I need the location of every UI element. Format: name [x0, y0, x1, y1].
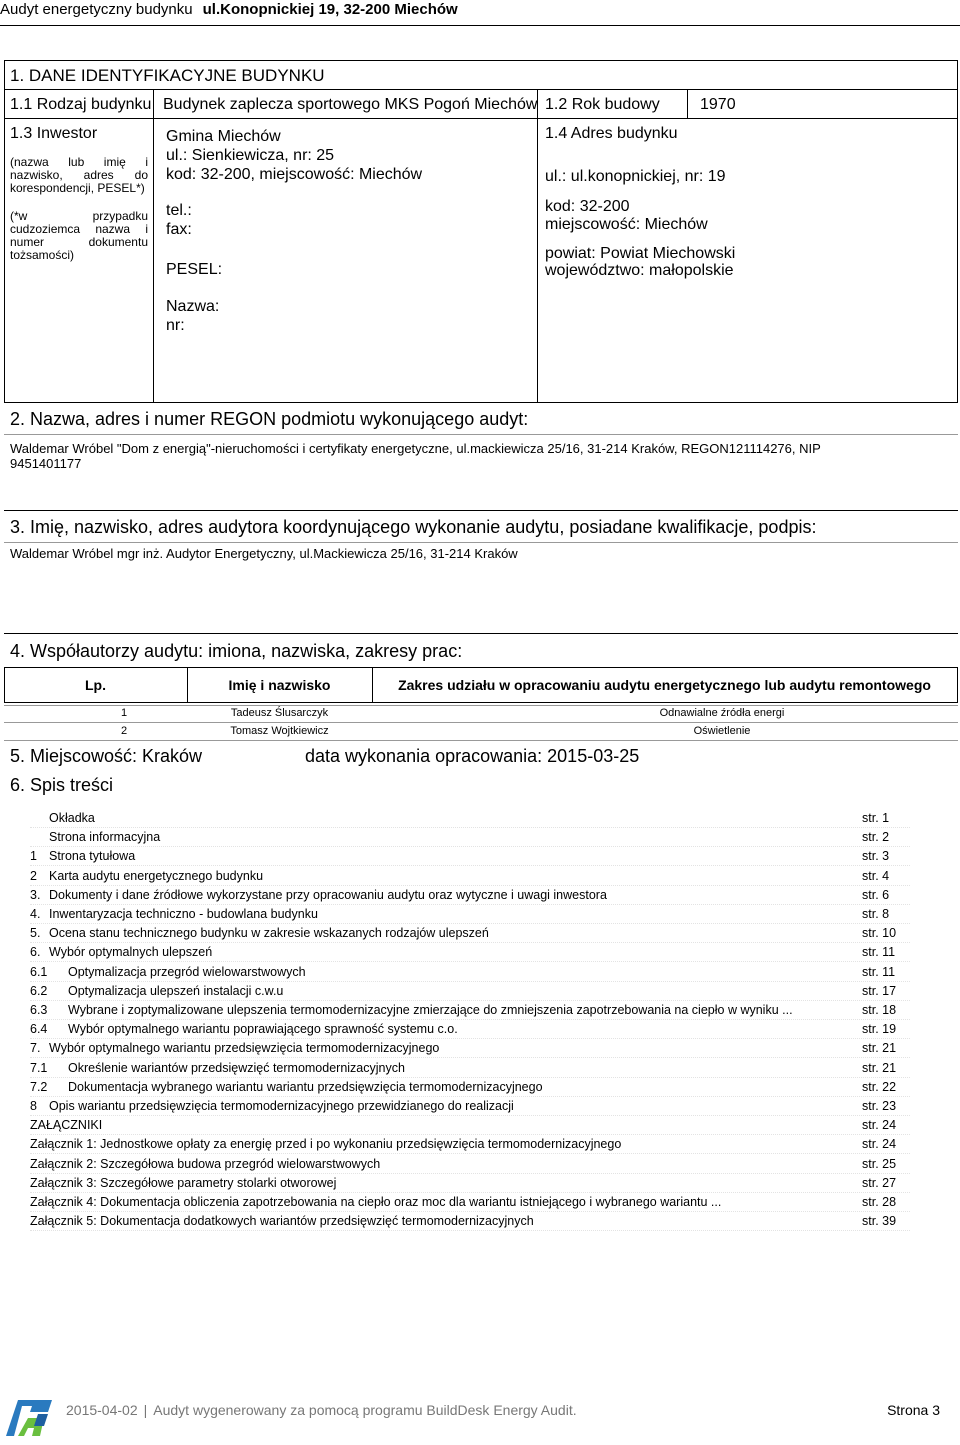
table-border-top — [4, 60, 958, 61]
table-header-top — [4, 667, 958, 668]
completion-date: data wykonania opracowania: 2015-03-25 — [305, 746, 640, 766]
toc-page: str. 2 — [862, 830, 890, 845]
toc-number: 7.2 — [30, 1079, 48, 1094]
toc-row — [30, 1097, 910, 1116]
toc-row — [30, 1078, 910, 1097]
toc-row — [30, 963, 910, 982]
toc-row — [30, 1020, 910, 1039]
toc-row — [30, 847, 910, 866]
investor-city: kod: 32-200, miejscowość: Miechów — [166, 166, 423, 183]
toc-row — [30, 809, 910, 828]
divider — [4, 702, 958, 703]
header-divider — [0, 25, 960, 26]
investor-tel: tel.: — [166, 202, 192, 219]
section1-heading: 1. DANE IDENTYFIKACYJNE BUDYNKU — [10, 66, 325, 85]
toc-label: Okładka — [49, 811, 95, 825]
toc-label: Inwentaryzacja techniczno - budowlana budynku — [49, 907, 318, 921]
build-year-label: 1.2 Rok budowy — [545, 96, 660, 113]
toc-label: Dokumentacja wybranego wariantu wariantu przedsięwzięcia termomodernizacyjnego — [68, 1079, 543, 1094]
toc-page: str. 25 — [862, 1156, 897, 1171]
toc-row — [30, 828, 910, 847]
toc-page: str. 8 — [862, 907, 890, 921]
investor-note: (nazwa lub imię i nazwisko, adres do korespondencji, PESEL*) — [10, 155, 148, 195]
toc-label: Wybór optymalnych ulepszeń — [49, 945, 213, 960]
toc-page: str. 11 — [862, 964, 896, 979]
toc-page: str. 24 — [862, 1118, 897, 1133]
toc-label: Optymalizacja przegród wielowarstwowych — [68, 964, 306, 979]
address-city: miejscowość: Miechów — [545, 216, 708, 233]
toc-number: 6.3 — [30, 1003, 48, 1017]
toc-page: str. 11 — [862, 945, 896, 960]
col-lp: Lp. — [85, 677, 106, 693]
investor-label: 1.3 Inwestor — [10, 125, 98, 142]
building-type-label: 1.1 Rodzaj budynku — [10, 96, 152, 113]
toc-row — [30, 982, 910, 1001]
toc-label: Strona informacyjna — [49, 830, 161, 845]
toc-page: str. 1 — [862, 811, 890, 825]
document-header — [0, 1, 458, 18]
toc-page: str. 4 — [862, 868, 890, 883]
toc-number: 3. — [30, 887, 41, 902]
address-voivodeship: województwo: małopolskie — [545, 262, 734, 279]
builddesk-logo — [4, 1396, 54, 1438]
divider — [4, 402, 958, 403]
divider — [153, 89, 154, 402]
divider — [4, 434, 958, 435]
toc-heading: 6. Spis treści — [10, 775, 114, 795]
section2-heading: 2. Nazwa, adres i numer REGON podmiotu wykonującego audyt: — [10, 409, 529, 429]
toc-label: Strona tytułowa — [49, 849, 136, 864]
toc-number: 6.2 — [30, 983, 48, 998]
address-label: 1.4 Adres budynku — [545, 125, 678, 142]
address-street: ul.: ul.konopnickiej, nr: 19 — [545, 168, 726, 185]
auditor-details: Waldemar Wróbel mgr inż. Audytor Energetyczny, ul.Mackiewicza 25/16, 31-214 Kraków — [10, 546, 518, 561]
address-code: kod: 32-200 — [545, 198, 630, 215]
page-number: Strona 3 — [887, 1402, 940, 1418]
toc-row — [30, 867, 910, 886]
toc-label: Wybrane i zoptymalizowane ulepszenia termomodernizacyjne zmierzające do zmniejszenia zapotrzebowania na ciepło w wyniku ... — [68, 1003, 793, 1017]
investor-fax: fax: — [166, 221, 192, 238]
toc-row — [30, 1116, 910, 1135]
investor-street: ul.: Sienkiewicza, nr: 25 — [166, 147, 335, 164]
toc-label: Wybór optymalnego wariantu poprawiającego sprawność systemu c.o. — [68, 1022, 458, 1037]
toc-page: str. 22 — [862, 1079, 897, 1094]
toc-page: str. 18 — [862, 1003, 897, 1017]
divider — [4, 740, 958, 741]
toc-page: str. 24 — [862, 1137, 897, 1152]
divider — [4, 542, 958, 543]
toc-label: ZAŁĄCZNIKI — [30, 1118, 103, 1133]
toc-number: 6. — [30, 945, 41, 960]
toc-row — [30, 905, 910, 924]
toc-row — [30, 1059, 910, 1078]
toc-number: 6.4 — [30, 1022, 48, 1037]
divider — [537, 89, 538, 402]
toc-number: 7.1 — [30, 1060, 48, 1075]
toc-page: str. 6 — [862, 887, 890, 902]
toc-row — [30, 1212, 910, 1231]
toc-page: str. 21 — [862, 1060, 897, 1075]
investor-pesel: PESEL: — [166, 261, 223, 278]
toc-row — [30, 1193, 910, 1212]
investor-doc-name: Nazwa: — [166, 298, 220, 315]
footer-date: 2015-04-02 — [66, 1402, 138, 1418]
toc-number: 4. — [30, 907, 41, 921]
coauthor-lp: 1 — [120, 707, 128, 719]
toc-number: 1 — [30, 849, 37, 864]
toc-label: Karta audytu energetycznego budynku — [49, 868, 264, 883]
toc-label: Optymalizacja ulepszeń instalacji c.w.u — [68, 983, 284, 998]
place: 5. Miejscowość: Kraków — [10, 746, 203, 766]
toc-page: str. 39 — [862, 1214, 897, 1229]
header-address: ul.Konopnickiej 19, 32-200 Miechów — [202, 1, 458, 18]
build-year-value: 1970 — [700, 96, 736, 113]
coauthor-scope: Oświetlenie — [693, 725, 751, 737]
toc-label: Załącznik 5: Dokumentacja dodatkowych wariantów przedsięwzięć termomodernizacyjnych — [30, 1214, 534, 1229]
toc-label: Załącznik 2: Szczegółowa budowa przegród wielowarstwowych — [30, 1156, 381, 1171]
toc-number: 7. — [30, 1041, 41, 1056]
toc-label: Opis wariantu przedsięwzięcia termomodernizacyjnego przewidzianego do realizacji — [49, 1099, 514, 1113]
toc-label: Załącznik 1: Jednostkowe opłaty za energię przed i po wykonaniu przedsięwzięcia termomodernizacyjnego — [30, 1137, 622, 1152]
col-scope: Zakres udziału w opracowaniu audytu energetycznego lub audytu remontowego — [398, 677, 931, 693]
divider — [4, 510, 958, 511]
toc-label: Dokumenty i dane źródłowe wykorzystane przy opracowaniu audytu oraz wytyczne i uwagi inwestora — [49, 887, 607, 902]
toc-label: Wybór optymalnego wariantu przedsięwzięcia termomodernizacyjnego — [49, 1041, 440, 1056]
divider — [4, 705, 958, 706]
toc-row — [30, 924, 910, 943]
toc-page: str. 23 — [862, 1099, 897, 1113]
investor-doc-nr: nr: — [166, 317, 185, 334]
toc-page: str. 27 — [862, 1175, 897, 1190]
toc-label: Określenie wariantów przedsięwzięć termomodernizacyjnych — [68, 1060, 405, 1075]
divider — [4, 118, 958, 119]
col-name: Imię i nazwisko — [228, 677, 331, 693]
toc-number: 2 — [30, 868, 37, 883]
building-type-value: Budynek zaplecza sportowego MKS Pogoń Miechów — [163, 96, 538, 113]
toc-row — [30, 886, 910, 905]
coauthor-scope: Odnawialne źródła energi — [659, 707, 785, 719]
toc-row — [30, 1155, 910, 1174]
section3-heading: 3. Imię, nazwisko, adres audytora koordynującego wykonanie audytu, posiadane kwalifikacje, podpis: — [10, 517, 817, 537]
auditor-entity-line2: 9451401177 — [10, 456, 82, 471]
toc-page: str. 28 — [862, 1195, 897, 1209]
divider — [957, 667, 958, 702]
table-border-right — [957, 60, 958, 402]
toc-number: 8 — [30, 1099, 37, 1113]
toc-page: str. 3 — [862, 849, 890, 864]
coauthor-lp: 2 — [120, 725, 128, 737]
toc-page: str. 10 — [862, 926, 897, 941]
investor-foreigner-note: (*w przypadku cudzoziemca nazwa i numer dokumentu tożsamości) — [10, 209, 148, 262]
divider — [687, 89, 688, 118]
toc-page: str. 21 — [862, 1041, 897, 1056]
investor-name: Gmina Miechów — [166, 128, 281, 145]
toc-row — [30, 1174, 910, 1193]
toc-number: 6.1 — [30, 964, 48, 979]
header-title: Audyt energetyczny budynku — [0, 1, 193, 18]
table-border-left — [4, 60, 5, 402]
toc-row — [30, 1039, 910, 1058]
toc-row — [30, 1001, 910, 1020]
toc-number: 5. — [30, 926, 41, 941]
coauthor-name: Tomasz Wojtkiewicz — [230, 725, 329, 737]
footer-separator: | — [143, 1402, 148, 1418]
auditor-entity-line1: Waldemar Wróbel "Dom z energią"-nieruchomości i certyfikaty energetyczne, ul.mackiewicza 25/16, 31-214 Kraków, REGON121114276, NIP — [10, 441, 821, 456]
footer-generator: Audyt wygenerowany za pomocą programu BuildDesk Energy Audit. — [153, 1402, 577, 1418]
coauthor-name: Tadeusz Ślusarczyk — [230, 707, 329, 719]
divider — [4, 722, 958, 723]
toc-label: Załącznik 4: Dokumentacja obliczenia zapotrzebowania na ciepło oraz moc dla wariantu istniejącego i wybranego wariantu ... — [30, 1195, 722, 1209]
toc-label: Ocena stanu technicznego budynku w zakresie wskazanych rodzajów ulepszeń — [49, 926, 489, 941]
toc-row — [30, 1135, 910, 1154]
divider — [4, 633, 958, 634]
toc-page: str. 17 — [862, 983, 897, 998]
footer-text — [66, 1402, 577, 1418]
toc-page: str. 19 — [862, 1022, 897, 1037]
section4-heading: 4. Współautorzy audytu: imiona, nazwiska, zakresy prac: — [10, 641, 463, 661]
toc-row — [30, 943, 910, 962]
divider — [4, 89, 958, 90]
toc-label: Załącznik 3: Szczegółowe parametry stolarki otworowej — [30, 1175, 337, 1190]
address-county: powiat: Powiat Miechowski — [545, 245, 736, 262]
